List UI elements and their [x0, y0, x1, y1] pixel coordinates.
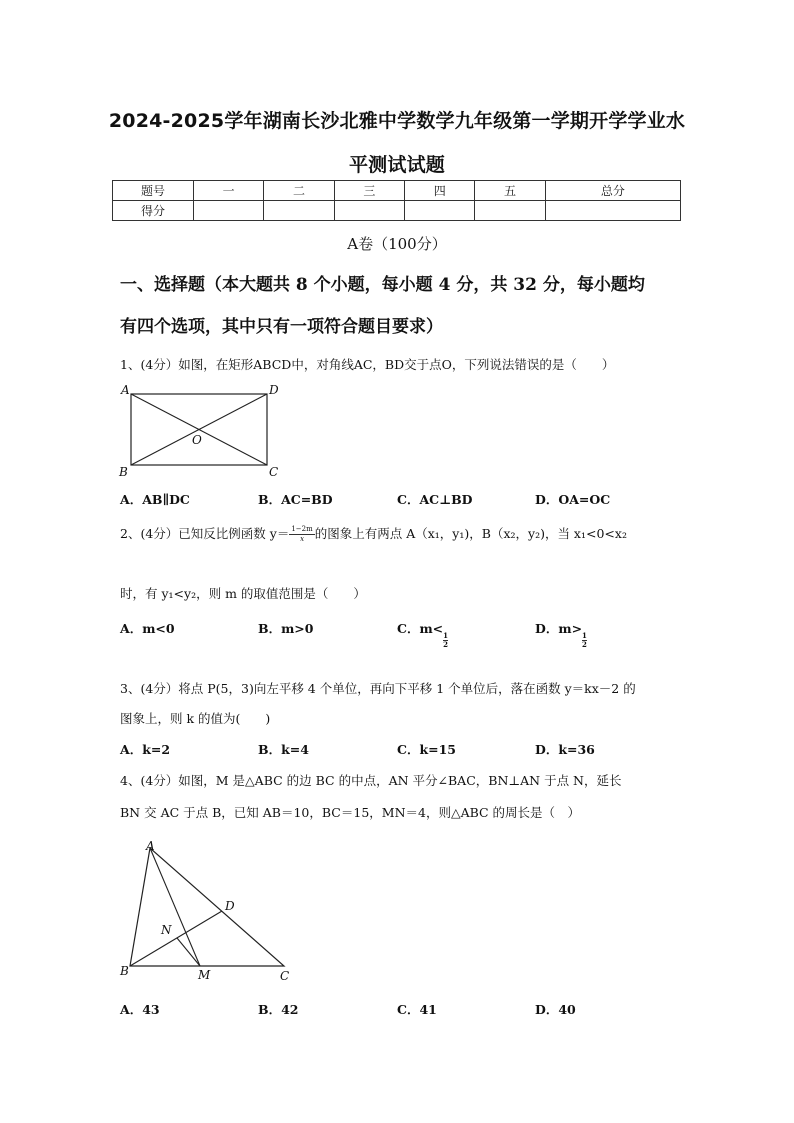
q4-option-c[interactable]: C．41 [397, 1002, 437, 1017]
score-cell-label: 题号 [113, 181, 194, 201]
page-title-line-1: 2024-2025学年湖南长沙北雅中学数学九年级第一学期开学学业水 [108, 110, 686, 132]
q2-fraction-denominator: x [300, 535, 305, 543]
q2-option-b[interactable]: B．m>0 [258, 621, 314, 636]
score-table-score-row [113, 201, 681, 221]
section-subtitle: A卷（100分） [347, 235, 447, 253]
q1-option-b[interactable]: B．AC=BD [258, 492, 333, 507]
label-b: B [120, 964, 129, 978]
label-c: C [280, 969, 290, 983]
q3-option-d[interactable]: D．k=36 [535, 742, 595, 757]
label-m: M [198, 968, 211, 982]
page-title-line-2: 平测试试题 [348, 154, 445, 176]
q3-option-b[interactable]: B．k=4 [258, 742, 309, 757]
q4-option-a[interactable]: A．43 [120, 1002, 160, 1017]
score-cell-1: 一 [194, 181, 264, 201]
half-denominator: 2 [582, 640, 587, 649]
score-input-total[interactable] [545, 201, 680, 221]
score-input-5[interactable] [475, 201, 545, 221]
q2-option-c-half [443, 632, 448, 649]
q2-stem-a: 2、(4分）已知反比例函数 y＝ [120, 526, 290, 541]
question-2-stem-line-1 [120, 524, 627, 544]
question-4-triangle-figure [110, 836, 310, 986]
segment-nm [177, 938, 200, 966]
label-a: A [121, 383, 130, 397]
q2-option-c[interactable] [397, 619, 448, 649]
score-table [112, 180, 681, 221]
score-cell-5: 五 [475, 181, 545, 201]
q2-option-a[interactable]: A．m<0 [120, 621, 175, 636]
question-1-stem: 1、(4分）如图，在矩形ABCD中，对角线AC，BD交于点O，下列说法错误的是（ ） [120, 357, 615, 372]
q3-option-a[interactable]: A．k=2 [120, 742, 171, 757]
question-4-stem-line-2: BN 交 AC 于点 B，已知 AB＝10，BC＝15，MN＝4，则△ABC 的周长是（ ） [120, 805, 581, 820]
score-table-header-row [113, 181, 681, 201]
score-input-2[interactable] [264, 201, 334, 221]
question-2-stem-line-2: 时，有 y₁<y₂，则 m 的取值范围是（ ） [120, 586, 366, 601]
q2-fraction [289, 525, 314, 544]
score-input-1[interactable] [194, 201, 264, 221]
section-heading-line-2: 有四个选项，其中只有一项符合题目要求） [120, 317, 443, 337]
q2-stem-b: 的图象上有两点 A（x₁，y₁)，B（x₂，y₂)，当 x₁<0<x₂ [314, 526, 627, 541]
label-c: C [269, 465, 279, 479]
half-numerator: 1 [443, 631, 449, 640]
half-denominator: 2 [443, 640, 449, 649]
question-1-rectangle-figure [115, 380, 285, 480]
q4-option-d[interactable]: D．40 [535, 1002, 576, 1017]
score-input-4[interactable] [405, 201, 475, 221]
q1-option-c[interactable]: C．AC⊥BD [397, 492, 473, 507]
label-a: A [146, 839, 155, 853]
label-n: N [161, 923, 172, 937]
q2-option-d-text: D．m> [535, 621, 583, 636]
score-row-label: 得分 [113, 201, 194, 221]
section-heading-line-1: 一、选择题（本大题共 8 个小题，每小题 4 分，共 32 分，每小题均 [120, 275, 645, 295]
segment-bd [130, 911, 222, 966]
segment-am [150, 848, 200, 966]
q1-option-d[interactable]: D．OA=OC [535, 492, 611, 507]
q3-option-c[interactable]: C．k=15 [397, 742, 456, 757]
score-cell-4: 四 [405, 181, 475, 201]
q2-option-c-text: C．m< [397, 621, 444, 636]
q4-option-b[interactable]: B．42 [258, 1002, 299, 1017]
question-4-stem-line-1: 4、(4分）如图，M 是△ABC 的边 BC 的中点，AN 平分∠BAC，BN⊥AN 于点 N，延长 [120, 773, 622, 788]
score-input-3[interactable] [334, 201, 404, 221]
q2-option-d-half [582, 632, 587, 649]
question-3-stem-line-2: 图象上，则 k 的值为( ) [120, 711, 271, 726]
score-cell-3: 三 [334, 181, 404, 201]
q2-fraction-numerator: 1−2m [291, 525, 313, 533]
q1-option-a[interactable]: A．AB∥DC [120, 492, 190, 507]
score-cell-2: 二 [264, 181, 334, 201]
score-cell-total: 总分 [545, 181, 680, 201]
triangle-abc [130, 848, 284, 966]
q2-option-d[interactable] [535, 619, 587, 649]
question-3-stem-line-1: 3、(4分）将点 P(5，3)向左平移 4 个单位，再向下平移 1 个单位后，落在函数 y＝kx－2 的 [120, 681, 636, 696]
half-numerator: 1 [582, 631, 587, 640]
label-d: D [269, 383, 279, 397]
label-o: O [192, 433, 202, 447]
label-d: D [225, 899, 235, 913]
label-b: B [119, 465, 128, 479]
